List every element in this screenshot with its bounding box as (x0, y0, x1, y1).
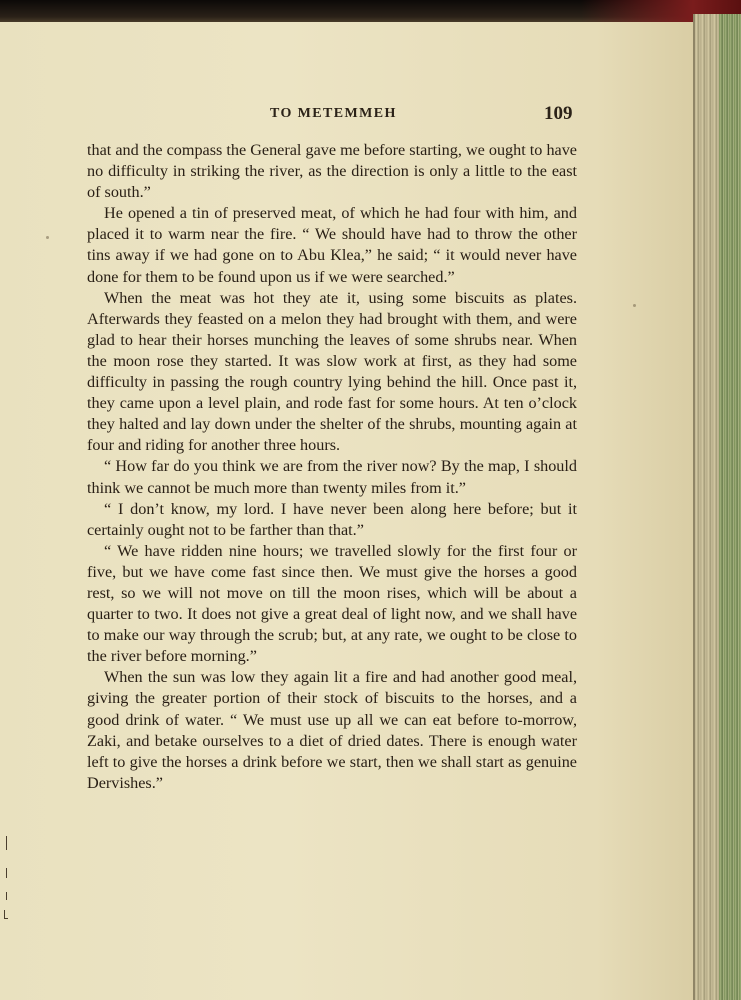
body-text (87, 140, 577, 794)
paragraph: He opened a tin of preserved meat, of which he had four with him, and placed it to warm near the fire. “ We should have had to throw the other tins away if we had gone on to Abu Klea,” he said; “ it would never have done for them to be found upon us if we were searched.” (87, 204, 577, 286)
margin-marks (4, 836, 10, 926)
gilt-edge (719, 14, 741, 1000)
paragraph: “ I don’t know, my lord. I have never been along here before; but it certainly ought not to be farther than that.” (87, 499, 577, 539)
page-number: 109 (544, 103, 573, 124)
paper-speck (46, 236, 49, 239)
paragraph: When the sun was low they again lit a fire and had another good meal, giving the greater portion of their stock of biscuits to the horses, and a good drink of water. “ We must use up all we can eat before to-morrow, Zaki, and betake ourselves to a diet of dried dates. There is enough water left to give the horses a drink before we start, then we shall start as genuine Dervishes.” (87, 668, 577, 792)
paragraph: that and the compass the General gave me before starting, we ought to have no difficulty in striking the river, as the direction is only a little to the east of south.” (87, 141, 577, 202)
paragraph: “ We have ridden nine hours; we travelled slowly for the first four or five, but we have come fast since then. We must give the horses a good rest, so we will not move on till the moon rises, which will be about a quarter to two. It does not give a great deal of light now, and we shall have to make our way through the scrub; but, at any rate, we ought to be close to the river before morning.” (87, 541, 577, 666)
page-edges (693, 14, 741, 1000)
running-head: TO METEMMEH (270, 106, 397, 121)
paragraph: When the meat was hot they ate it, using some biscuits as plates. Afterwards they feasted on a melon they had brought with them, and were glad to hear their horses munching the leaves of some shrubs near. When the moon rose they started. It was slow work at first, as they had some difficulty in passing the rough country lying behind the hill. Once past it, they came upon a level plain, and rode fast for some hours. At ten o’clock they halted and lay down under the shelter of the shrubs, mounting again at four and riding for another three hours. (87, 288, 577, 455)
paragraph: “ How far do you think we are from the river now? By the map, I should think we cannot be much more than twenty miles from it.” (87, 457, 577, 497)
paper-speck (633, 304, 636, 307)
page-header (0, 104, 700, 128)
